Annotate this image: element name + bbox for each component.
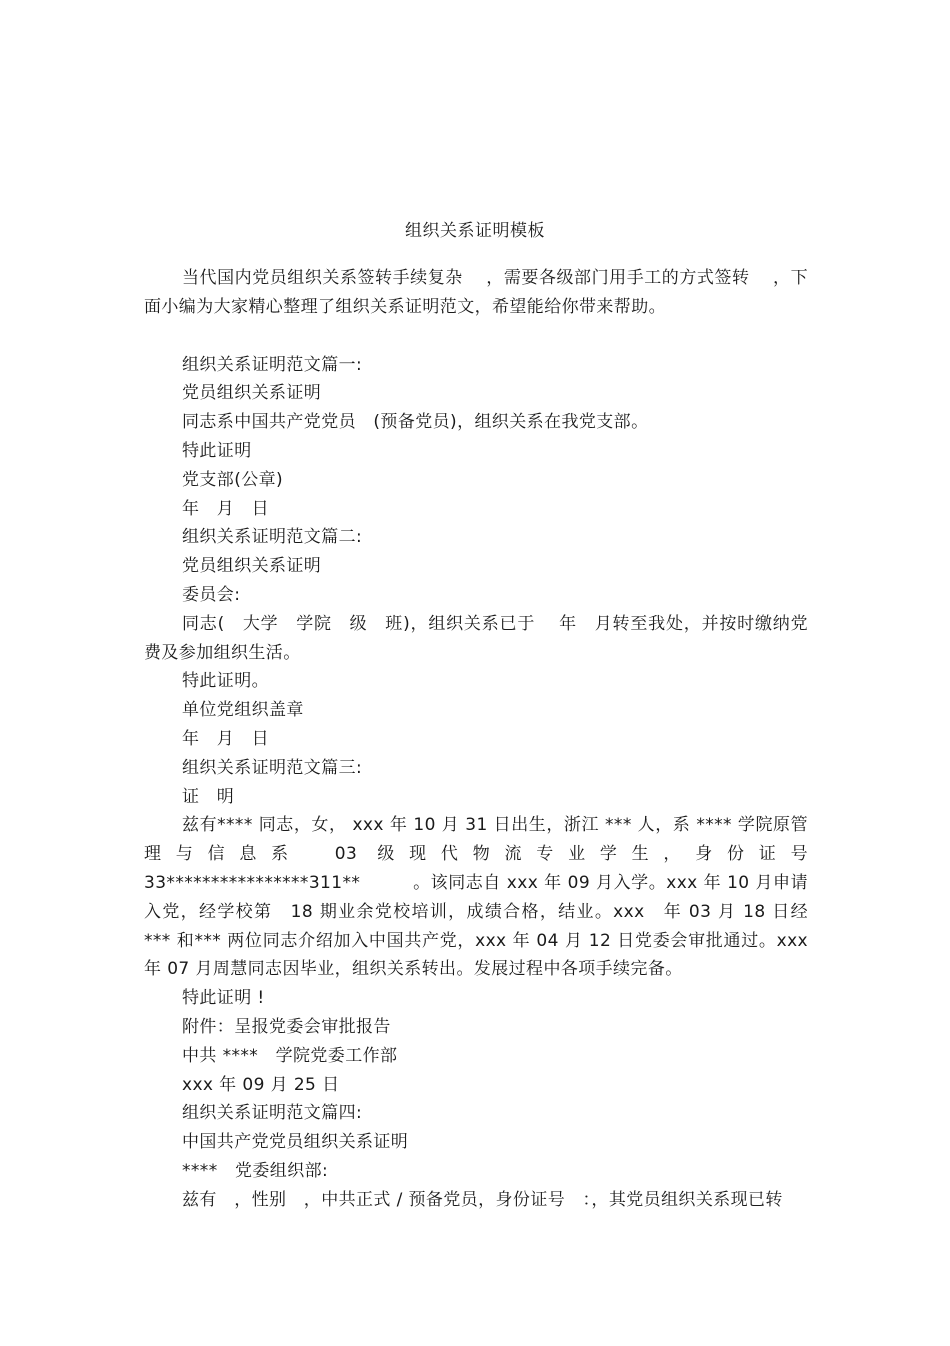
paragraph: 特此证明。 [182, 671, 269, 692]
section-heading-1: 组织关系证明范文篇一: [182, 354, 363, 375]
paragraph: 党支部(公章) [182, 469, 284, 490]
paragraph: 单位党组织盖章 [182, 700, 304, 721]
date-line: 年 月 日 [182, 498, 269, 519]
paragraph: 同志( 大学 学院 级 班)，组织关系已于 年 月转至我处，并按时缴纳党费及参加组织生活。 [144, 613, 808, 663]
document-title: 组织关系证明模板 [405, 221, 545, 241]
paragraph: 同志系中国共产党党员 (预备党员)，组织关系在我党支部。 [182, 412, 649, 433]
section-heading-2: 组织关系证明范文篇二: [182, 527, 363, 548]
section-heading-3: 组织关系证明范文篇三: [182, 757, 363, 778]
paragraph: 兹有**** 同志，女， xxx 年 10 月 31 日出生，浙江 *** 人，系 **** 学院原管理与信息系 03 级现代物流专业学生，身份证号 33****************311** 。该同志自 xxx 年 09 月入学。xxx 年 10 月申请入党，经学校第 18 期业余党校培训，成绩合格，结业。xxx 年 03 月 18 日经 *** 和*** 两位同志介绍加入中国共产党，xxx 年 04 月 12 日党委会审批通过。xxx 年 07 月周慧同志因毕业，组织关系转出。发展过程中各项手续完备。 [144, 815, 832, 980]
paragraph: 附件：呈报党委会审批报告 [182, 1016, 391, 1037]
paragraph: 证 明 [182, 786, 235, 807]
date-line: 年 月 日 [182, 728, 269, 749]
paragraph: 党员组织关系证明 [182, 383, 322, 404]
paragraph: 兹有 ，性别 ，中共正式 / 预备党员，身份证号 ：，其党员组织关系现已转 [182, 1189, 783, 1210]
paragraph: **** 党委组织部: [182, 1160, 329, 1181]
paragraph: 中国共产党党员组织关系证明 [182, 1132, 409, 1153]
paragraph: 特此证明 ! [182, 988, 265, 1009]
section-heading-4: 组织关系证明范文篇四: [182, 1103, 363, 1124]
paragraph: 中共 **** 学院党委工作部 [182, 1045, 398, 1066]
intro-paragraph: 当代国内党员组织关系签转手续复杂 ，需要各级部门用手工的方式签转 ，下面小编为大家精心整理了组织关系证明范文，希望能给你带来帮助。 [144, 268, 808, 317]
date-line: xxx 年 09 月 25 日 [182, 1074, 340, 1095]
paragraph: 委员会: [182, 584, 241, 605]
document-body [144, 264, 832, 1215]
paragraph: 党员组织关系证明 [182, 556, 322, 577]
paragraph: 特此证明 [182, 440, 252, 461]
